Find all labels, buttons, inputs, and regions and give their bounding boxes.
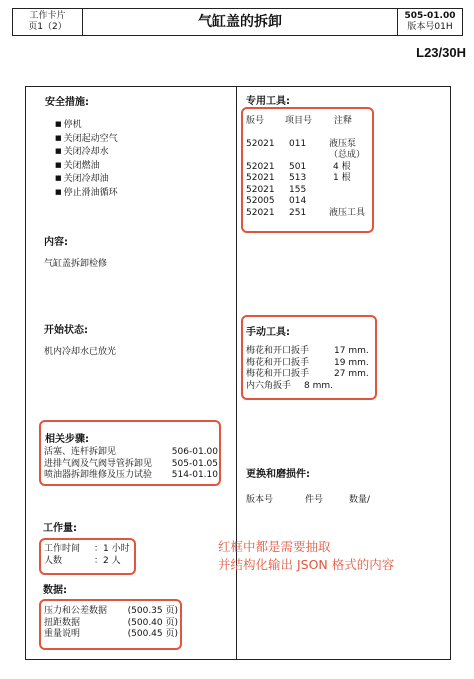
col-part-number: 件号: [305, 495, 324, 505]
special-tool-row: [246, 173, 365, 185]
page-code: L23/30H: [416, 45, 466, 60]
tool-version: 52021: [246, 138, 275, 149]
data-list: [44, 606, 178, 641]
special-tool-row: [246, 185, 365, 197]
tool-item: 155: [289, 184, 307, 195]
tool-version: 52021: [246, 161, 275, 172]
header-right-cell: [397, 9, 462, 35]
workload-row: [44, 556, 130, 568]
replace-parts-header: [246, 495, 370, 507]
tool-item: 251: [289, 207, 307, 218]
related-step-ref: 505-01.05: [171, 458, 218, 469]
special-tool-row: [246, 150, 365, 162]
header-left-cell: [13, 9, 83, 35]
related-steps-title: 相关步骤:: [45, 434, 89, 445]
manual-tool-name: 梅花和开口扳手: [246, 369, 310, 379]
manual-tools-list: [246, 346, 369, 392]
content-text: 气缸盖拆卸检修: [44, 259, 108, 269]
tool-version: 52005: [246, 196, 275, 206]
data-label: 重量说明: [44, 629, 81, 639]
related-step-row: [44, 447, 218, 459]
tool-note: 4 根: [333, 161, 351, 172]
data-label: 扭距数据: [44, 617, 81, 628]
data-title: 数据:: [43, 585, 67, 596]
manual-tool-name: 梅花和开口扳手: [246, 357, 310, 368]
manual-tool-name: 内六角扳手: [246, 380, 292, 391]
manual-tool-row: [246, 381, 369, 393]
col-version: 版号: [246, 116, 265, 126]
data-ref: (500.35 页): [127, 606, 178, 616]
annotation-line-2: 并结构化输出 JSON 格式的内容: [218, 557, 395, 572]
related-step-ref: 514-01.10: [171, 470, 218, 480]
page-title: 气缸盖的拆卸: [198, 14, 282, 30]
manual-tool-size: 19 mm.: [334, 357, 369, 368]
column-divider: [236, 86, 237, 660]
workload-label: 人数: [44, 555, 63, 566]
header-box: [12, 8, 463, 36]
manual-tool-row: [246, 369, 369, 381]
tool-note: 1 根: [333, 173, 351, 183]
special-tool-row: [246, 208, 365, 220]
manual-tool-size: 27 mm.: [334, 369, 369, 379]
content-title: 内容:: [44, 237, 68, 248]
related-step-name: 活塞、连杆拆卸见: [44, 447, 117, 457]
related-step-ref: 506-01.00: [171, 447, 218, 457]
start-state-text: 机内冷却水已放光: [44, 347, 117, 357]
tool-note: （总成）: [329, 150, 366, 160]
data-row: [44, 629, 178, 641]
start-state-title: 开始状态:: [44, 325, 88, 336]
col-item: 项目号: [285, 116, 313, 126]
safety-list: [55, 118, 118, 199]
tool-note: 液压泵: [329, 138, 357, 149]
tool-item: 014: [289, 196, 307, 206]
card-label: 工作卡片: [29, 11, 66, 21]
related-steps-list: [44, 447, 218, 482]
workload-list: [44, 544, 130, 567]
safety-item: ■ 停止滑油循环: [55, 186, 118, 200]
special-tool-row: [246, 139, 365, 151]
data-label: 压力和公差数据: [44, 606, 108, 616]
manual-tool-name: 梅花和开口扳手: [246, 346, 310, 356]
tool-item: [289, 150, 329, 162]
related-step-row: [44, 470, 218, 482]
special-tool-row: [246, 196, 365, 208]
tool-version: 52021: [246, 173, 275, 183]
safety-item: ■ 关闭冷却水: [55, 145, 118, 159]
tool-item: 011: [289, 138, 307, 149]
workload-label: 工作时间: [44, 544, 81, 554]
col-version: 版本号: [246, 495, 274, 505]
tool-version: 52021: [246, 184, 275, 195]
related-step-row: [44, 459, 218, 471]
special-tools-title: 专用工具:: [246, 96, 290, 107]
tool-item: 501: [289, 161, 307, 172]
safety-item: ■ 关闭燃油: [55, 159, 118, 173]
col-note: 注释: [334, 116, 353, 126]
data-row: [44, 606, 178, 618]
related-step-name: 进排气阀及气阀导管拆卸见: [44, 458, 153, 469]
safety-item: ■ 关闭冷却油: [55, 172, 118, 186]
manual-tool-row: [246, 358, 369, 370]
special-tool-row: [246, 162, 365, 174]
col-quantity: 数量/: [349, 495, 371, 505]
workload-value: ：1 小时: [94, 544, 130, 554]
workload-value: ：2 人: [94, 555, 121, 566]
workload-row: [44, 544, 130, 556]
tool-item: 513: [289, 173, 307, 183]
related-step-name: 喷油器拆卸维修及压力试验: [44, 470, 153, 480]
manual-tool-row: [246, 346, 369, 358]
version-label: 版本号01H: [407, 22, 453, 32]
safety-item: ■ 关闭起动空气: [55, 132, 118, 146]
manual-tool-size: 8 mm.: [304, 380, 333, 391]
doc-number: 505-01.00: [404, 11, 456, 21]
annotation-line-1: 红框中都是需要抽取: [218, 539, 331, 554]
replace-parts-title: 更换和磨损件:: [246, 469, 310, 480]
safety-title: 安全措施:: [45, 97, 89, 108]
manual-tool-size: 17 mm.: [334, 346, 369, 356]
tool-version: [246, 150, 289, 162]
data-ref: (500.40 页): [127, 617, 178, 628]
data-row: [44, 618, 178, 630]
data-ref: (500.45 页): [127, 629, 178, 639]
tool-note: 液压工具: [329, 207, 366, 218]
manual-tools-title: 手动工具:: [246, 327, 290, 338]
special-tools-table: [246, 116, 365, 219]
workload-title: 工作量:: [43, 523, 77, 534]
page-label: 页1（2）: [28, 22, 67, 32]
tool-version: 52021: [246, 207, 275, 218]
special-tools-header: [246, 116, 365, 128]
safety-item: ■ 停机: [55, 118, 118, 132]
